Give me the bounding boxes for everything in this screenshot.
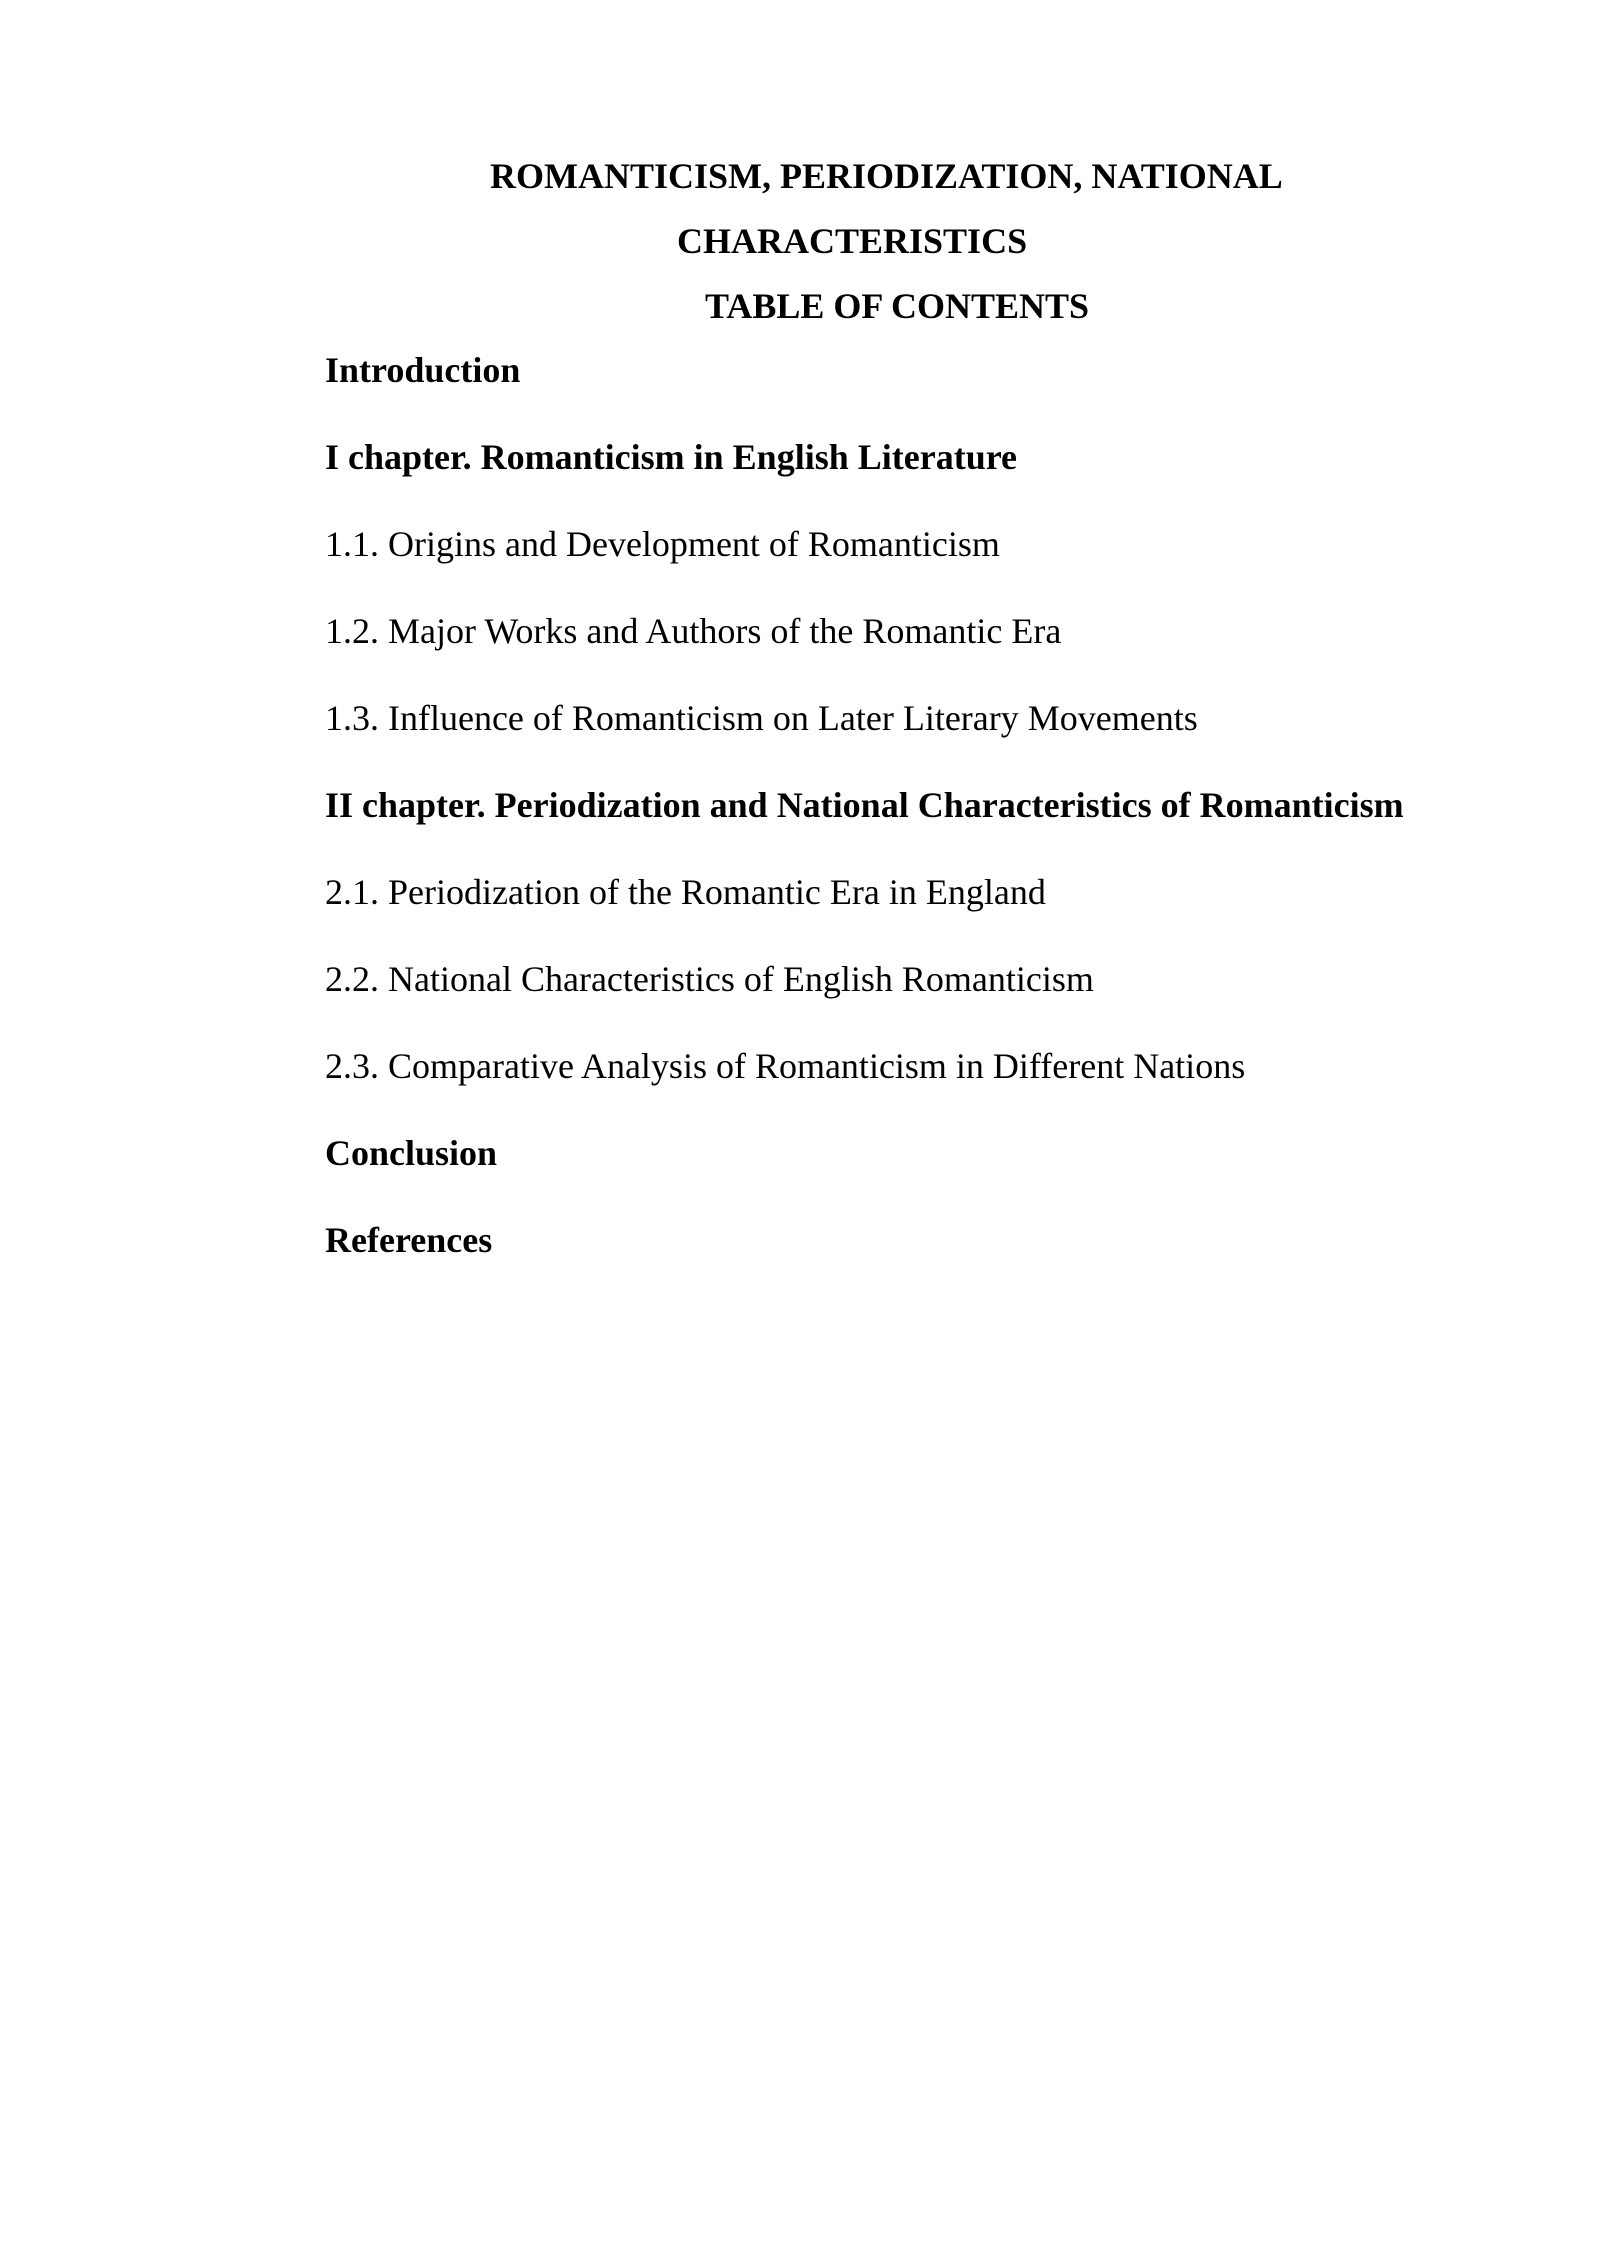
- toc-entry-conclusion: Conclusion: [325, 1133, 498, 1173]
- toc-entry-chapter-2: II chapter. Periodization and National Characteristics of Romanticism: [325, 785, 1404, 825]
- toc-heading: TABLE OF CONTENTS: [705, 286, 1090, 326]
- document-title-line-1: ROMANTICISM, PERIODIZATION, NATIONAL: [490, 156, 1283, 196]
- toc-entry-1-3: 1.3. Influence of Romanticism on Later Literary Movements: [325, 698, 1198, 738]
- document-title-line-2: CHARACTERISTICS: [677, 221, 1028, 261]
- toc-entry-1-1: 1.1. Origins and Development of Romanticism: [325, 524, 1000, 564]
- toc-entry-introduction: Introduction: [325, 350, 521, 390]
- toc-entry-2-1: 2.1. Periodization of the Romantic Era in England: [325, 872, 1046, 912]
- toc-entry-2-2: 2.2. National Characteristics of English Romanticism: [325, 959, 1094, 999]
- toc-entry-references: References: [325, 1220, 493, 1260]
- toc-entry-chapter-1: I chapter. Romanticism in English Literature: [325, 437, 1018, 477]
- toc-entry-1-2: 1.2. Major Works and Authors of the Romantic Era: [325, 611, 1062, 651]
- toc-entry-2-3: 2.3. Comparative Analysis of Romanticism in Different Nations: [325, 1046, 1246, 1086]
